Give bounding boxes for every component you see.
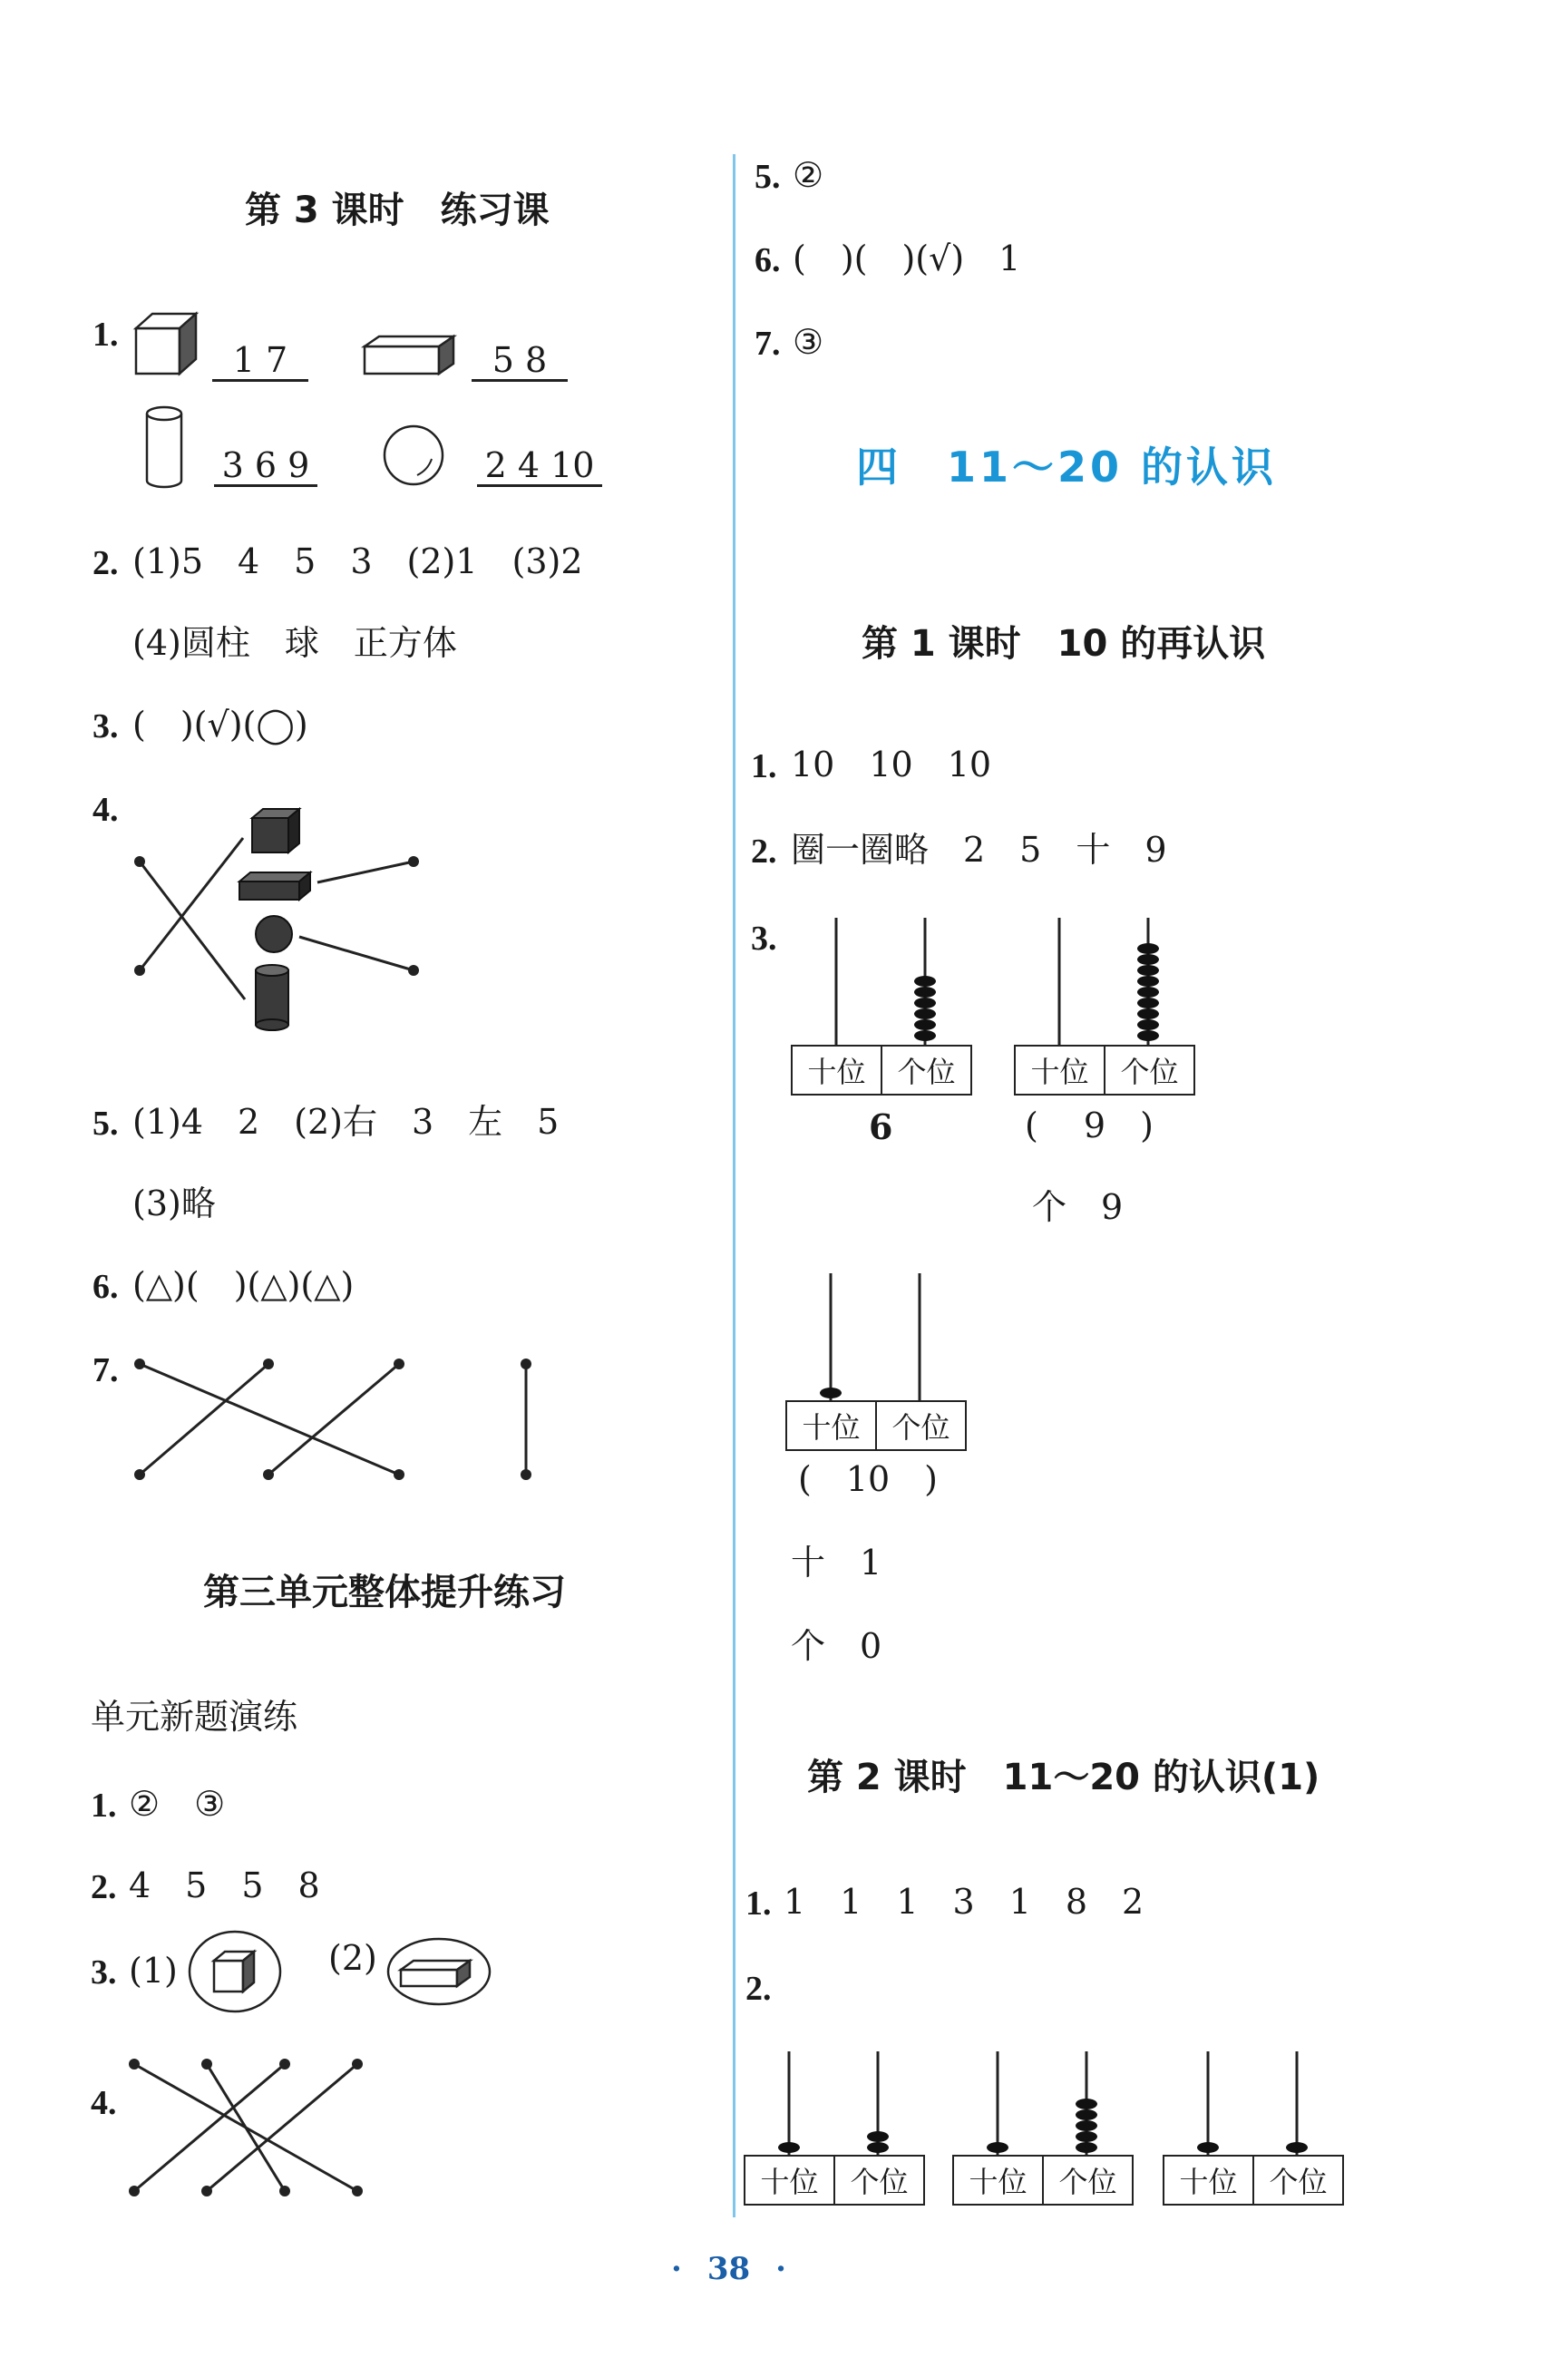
abacus-tens-label: 十位 xyxy=(787,1402,877,1449)
abacus-tens-label: 十位 xyxy=(745,2157,835,2204)
q7-label: 7. xyxy=(93,1351,119,1389)
l1-q3-label: 3. xyxy=(751,920,777,958)
abacus-tens-label: 十位 xyxy=(1164,2157,1254,2204)
q6-text: (△)( )(△)(△) xyxy=(132,1265,355,1305)
page-footer xyxy=(671,2251,786,2287)
abacus-rods xyxy=(1163,2050,1344,2158)
l2-q1-label: 1. xyxy=(745,1885,772,1923)
q1-cuboid-answer: 5 8 xyxy=(472,343,568,382)
q2-line2: (4)圆柱 球 正方体 xyxy=(132,623,457,663)
n4-matching-diagram xyxy=(122,2051,375,2206)
q5-label: 5. xyxy=(93,1105,119,1143)
lesson1-title: 第 1 课时 10 的再认识 xyxy=(862,623,1266,665)
lesson2-title: 第 2 课时 11～20 的认识(1) xyxy=(807,1757,1320,1798)
l1-q2-label: 2. xyxy=(751,833,777,871)
abacus-tens-label: 十位 xyxy=(954,2157,1044,2204)
abacus-tens-label: 十位 xyxy=(793,1047,882,1094)
q1-sphere-answer: 2 4 10 xyxy=(477,448,602,487)
abacus-ones-label: 个位 xyxy=(850,2165,909,2199)
q1-cylinder-answer: 3 6 9 xyxy=(214,448,317,487)
abacus2-value: ( 9 ) xyxy=(1025,1105,1154,1145)
n2-text: 4 5 5 8 xyxy=(129,1865,320,1905)
cube-icon xyxy=(132,308,205,381)
abacus-10 xyxy=(785,1271,967,1453)
q1-cube-answer: 1 7 xyxy=(212,343,308,382)
q2-line1: (1)5 4 5 3 (2)1 (3)2 xyxy=(132,541,583,581)
abacus2-extra: 个 9 xyxy=(1032,1187,1124,1227)
r5-text: ② xyxy=(793,155,824,195)
q7-matching-diagram xyxy=(127,1351,544,1487)
abacus3-extra2: 个 0 xyxy=(791,1626,882,1666)
footer-dot-icon: · xyxy=(671,2251,682,2287)
q3-text: ( )(√)(◯) xyxy=(132,705,308,745)
sphere-icon xyxy=(381,423,448,490)
abacus-9 xyxy=(1014,916,1195,1097)
section-title-unit3-review: 第三单元整体提升练习 xyxy=(203,1572,566,1613)
r6-text: ( )( )(√) 1 xyxy=(793,239,1021,278)
q2-label: 2. xyxy=(93,544,119,582)
l1-q1-text: 10 10 10 xyxy=(791,745,992,784)
subsection-title: 单元新题演练 xyxy=(91,1697,298,1737)
l2-q1-text: 1 1 1 3 1 8 2 xyxy=(784,1882,1144,1922)
q3-label: 3. xyxy=(93,707,119,745)
abacus-ones-label: 个位 xyxy=(1058,2165,1117,2199)
abacus-base xyxy=(744,2155,925,2206)
n3-label: 3. xyxy=(91,1953,117,1992)
q1-label: 1. xyxy=(93,316,119,354)
abacus-rods xyxy=(952,2050,1134,2158)
n3-part1: (1) xyxy=(129,1951,178,1991)
q5-line2: (3)略 xyxy=(132,1183,216,1223)
r6-label: 6. xyxy=(755,241,781,279)
abacus-base xyxy=(1014,1045,1195,1096)
abacus-ones-label: 个位 xyxy=(1120,1055,1179,1089)
abacus-base xyxy=(785,1400,967,1451)
unit-title: 四 11～20 的认识 xyxy=(856,443,1278,492)
q6-label: 6. xyxy=(93,1268,119,1306)
abacus-base xyxy=(791,1045,972,1096)
n3-part2: (2) xyxy=(328,1938,377,1978)
circled-cube-icon xyxy=(185,1926,285,2017)
abacus-tens-label: 十位 xyxy=(1016,1047,1105,1094)
abacus-ones-label: 个位 xyxy=(891,1410,950,1445)
cuboid-icon xyxy=(361,334,461,377)
footer-dot-icon: · xyxy=(775,2251,787,2287)
abacus-base xyxy=(952,2155,1134,2206)
abacus1-value: 6 xyxy=(869,1106,893,1147)
abacus-bottom-2 xyxy=(952,2050,1134,2204)
l2-q2-label: 2. xyxy=(745,1970,772,2008)
abacus-rods xyxy=(744,2050,925,2158)
n1-text: ② ③ xyxy=(129,1784,226,1824)
abacus-base xyxy=(1163,2155,1344,2206)
abacus-ones-label: 个位 xyxy=(1269,2165,1328,2199)
q4-label: 4. xyxy=(93,791,119,829)
abacus3-extra1: 十 1 xyxy=(791,1543,882,1583)
l1-q2-text: 圈一圈略 2 5 十 9 xyxy=(791,830,1167,870)
r7-text: ③ xyxy=(793,322,824,362)
q5-line1: (1)4 2 (2)右 3 左 5 xyxy=(132,1102,560,1142)
r5-label: 5. xyxy=(755,158,781,196)
abacus3-value: ( 10 ) xyxy=(798,1459,939,1499)
abacus-ones-label: 个位 xyxy=(897,1055,956,1089)
column-divider xyxy=(733,154,735,2217)
cylinder-icon xyxy=(143,404,189,492)
q4-matching-diagram xyxy=(127,798,435,1043)
abacus-bottom-3 xyxy=(1163,2050,1344,2204)
circled-cuboid-icon xyxy=(385,1935,493,2008)
r7-label: 7. xyxy=(755,325,781,363)
abacus-bottom-1 xyxy=(744,2050,925,2204)
n1-label: 1. xyxy=(91,1787,117,1825)
l1-q1-label: 1. xyxy=(751,747,777,785)
n2-label: 2. xyxy=(91,1868,117,1906)
n4-label: 4. xyxy=(91,2084,117,2122)
abacus-6 xyxy=(791,916,972,1097)
section-title-lesson3: 第 3 课时 练习课 xyxy=(245,190,550,231)
page-number: 38 xyxy=(706,2251,751,2287)
